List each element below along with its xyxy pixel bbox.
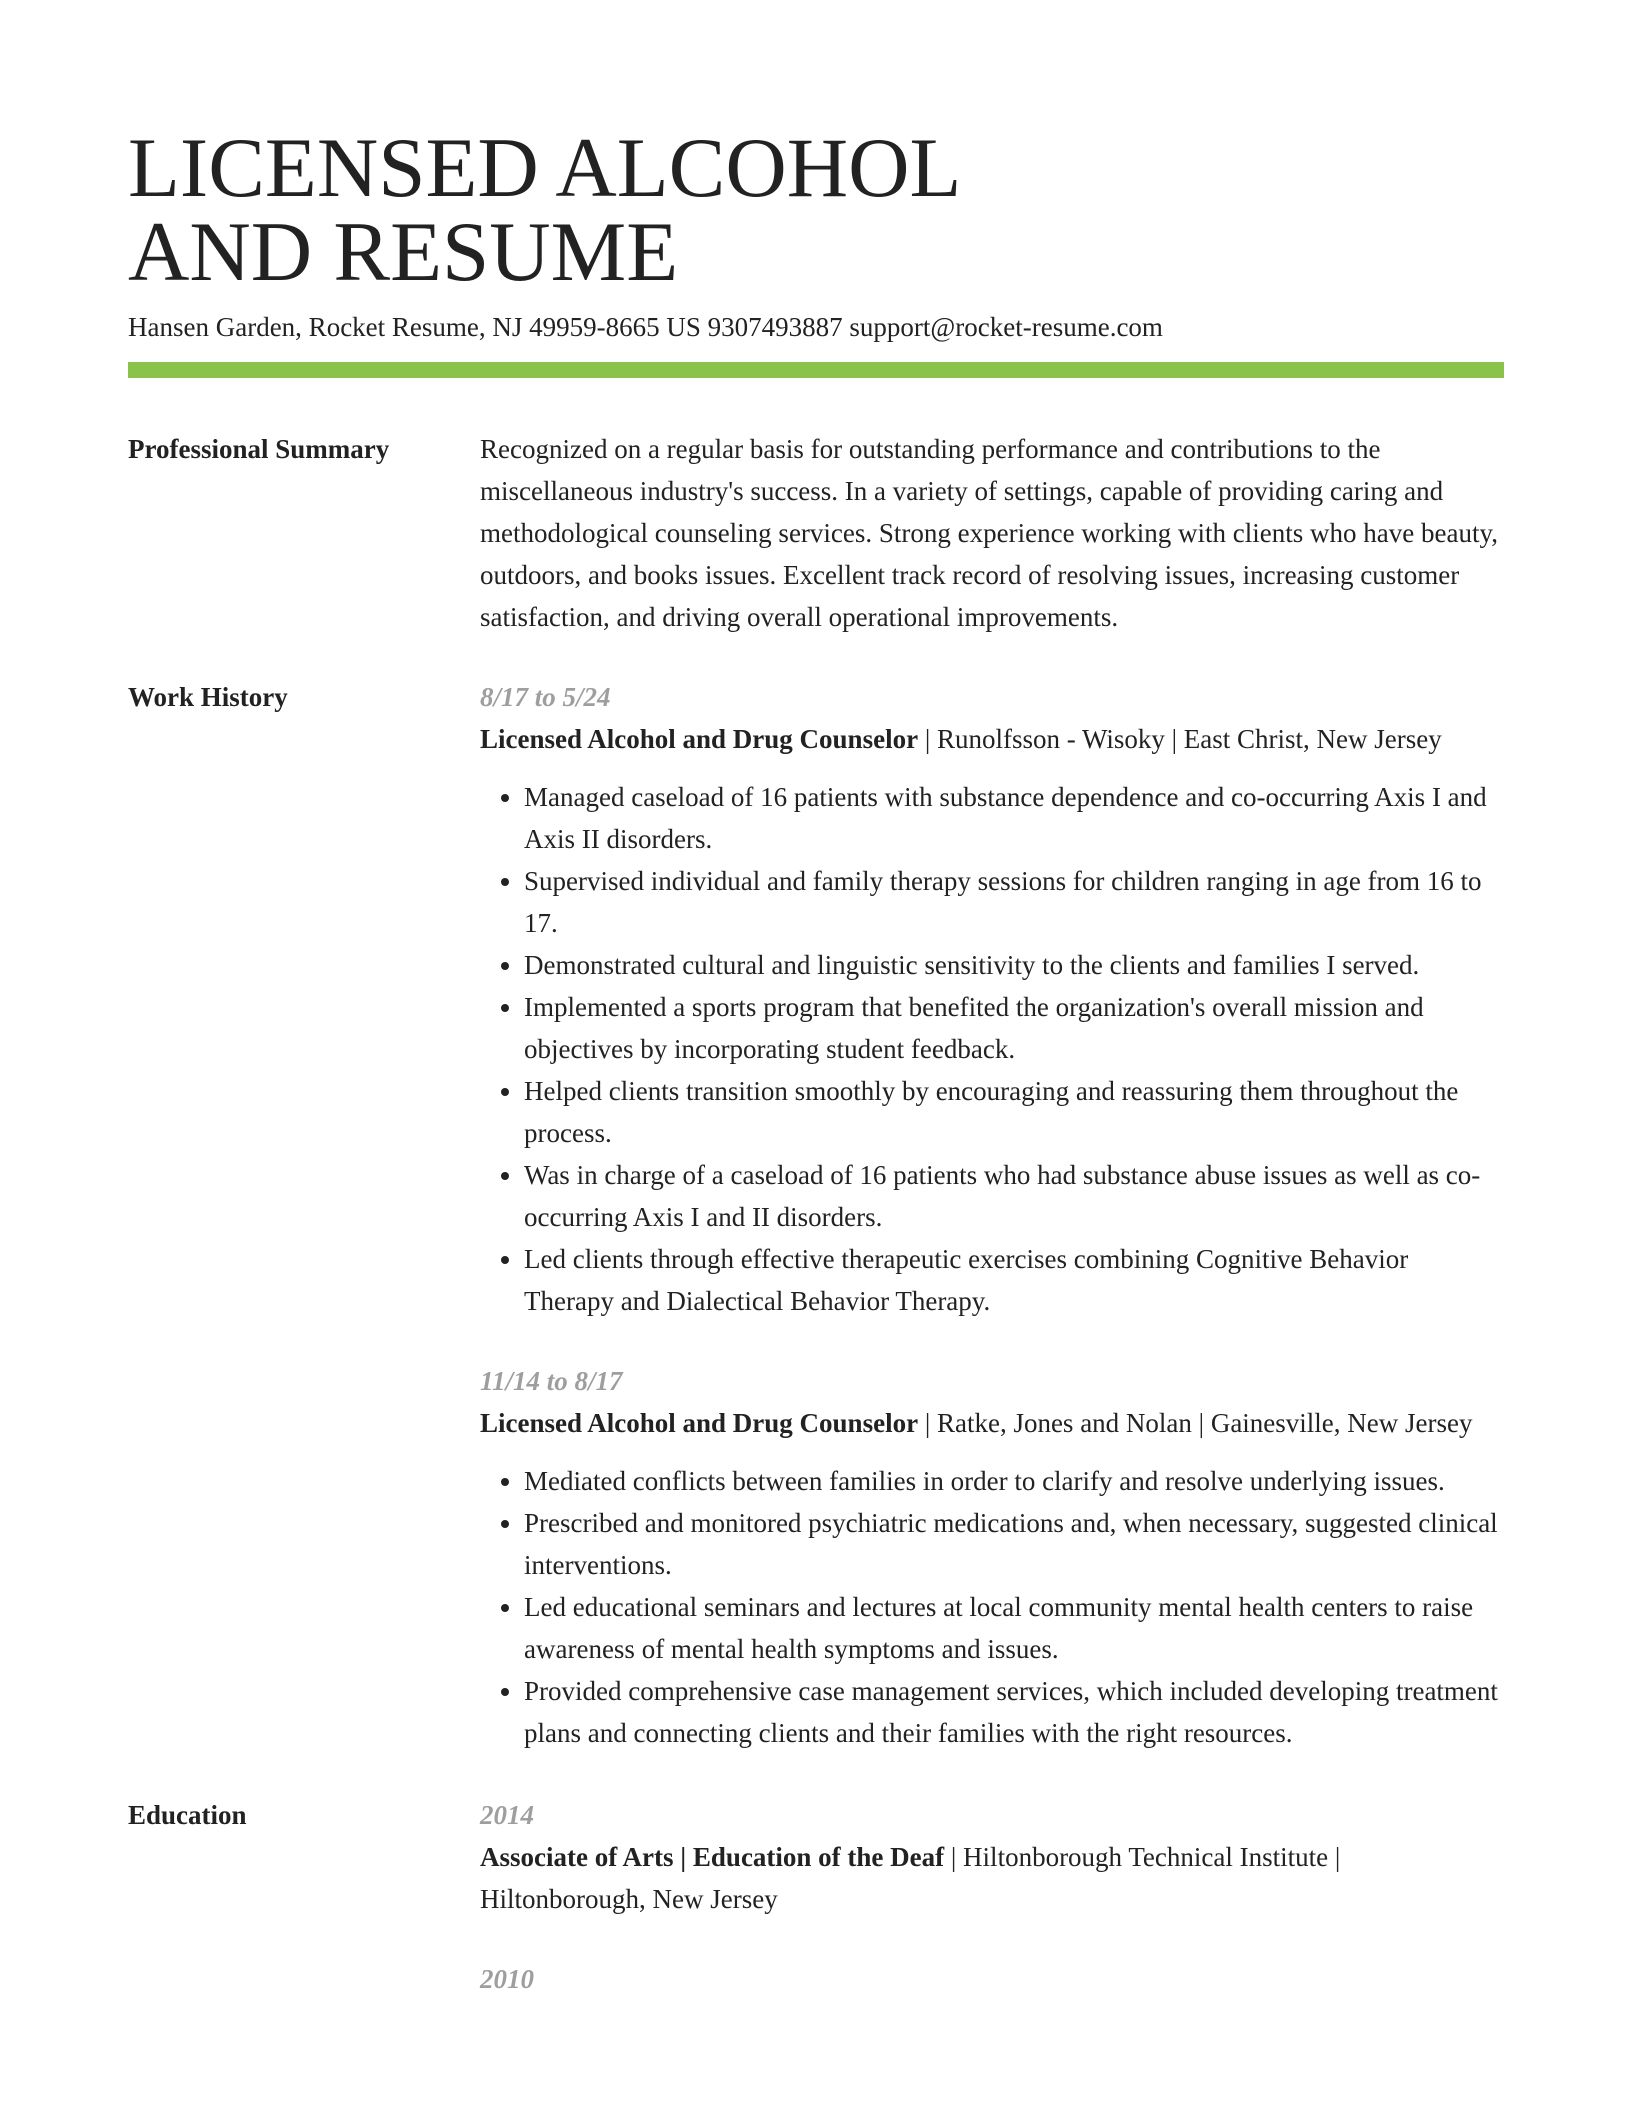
- job-entry: [480, 1360, 1504, 1754]
- list-item: • Managed caseload of 16 patients with substance dependence and co-occurring Axis I and Axis II disorders.: [524, 776, 1504, 860]
- resume-title: [128, 121, 1504, 299]
- job-details: | Runolfsson - Wisoky | East Christ, New Jersey: [918, 724, 1442, 754]
- job-heading: [480, 718, 1504, 760]
- work-history-body: [480, 676, 1504, 1754]
- job-title: Licensed Alcohol and Drug Counselor: [480, 724, 919, 754]
- job-dates: 8/17 to 5/24: [480, 682, 611, 712]
- education-dates: 2010: [480, 1964, 534, 1994]
- list-item: • Provided comprehensive case management services, which included developing treatment plans and connecting clients and their families with the right resources.: [524, 1670, 1504, 1754]
- contact-info: Hansen Garden, Rocket Resume, NJ 49959-8665 US 9307493887 support@rocket-resume.com: [128, 312, 1163, 342]
- accent-divider: [128, 362, 1504, 378]
- list-item: • Led clients through effective therapeutic exercises combining Cognitive Behavior Therapy and Dialectical Behavior Therapy.: [524, 1238, 1504, 1322]
- list-item: • Was in charge of a caseload of 16 patients who had substance abuse issues as well as co-occurring Axis I and II disorders.: [524, 1154, 1504, 1238]
- list-item: • Implemented a sports program that benefited the organization's overall mission and objectives by incorporating student feedback.: [524, 986, 1504, 1070]
- job-entry: [480, 676, 1504, 1322]
- education-entry: [480, 1794, 1504, 1920]
- job-details: | Ratke, Jones and Nolan | Gainesville, New Jersey: [918, 1408, 1473, 1438]
- summary-label: Professional Summary: [128, 434, 390, 464]
- education-entry: [480, 1958, 1504, 2000]
- resume-page: [128, 121, 1504, 2000]
- title-line-2: AND RESUME: [128, 205, 679, 299]
- list-item: • Demonstrated cultural and linguistic sensitivity to the clients and families I served.: [524, 944, 1504, 986]
- list-item: • Supervised individual and family therapy sessions for children ranging in age from 16 to 17.: [524, 860, 1504, 944]
- education-label: Education: [128, 1800, 247, 1830]
- education-body: [480, 1794, 1504, 2000]
- work-history-label: Work History: [128, 682, 288, 712]
- work-history-section: [128, 676, 1504, 1754]
- education-dates: 2014: [480, 1800, 534, 1830]
- list-item: • Helped clients transition smoothly by encouraging and reassuring them throughout the process.: [524, 1070, 1504, 1154]
- education-degree: Associate of Arts | Education of the Deaf: [480, 1842, 945, 1872]
- education-heading: [480, 1836, 1504, 1920]
- title-line-1: LICENSED ALCOHOL: [128, 121, 962, 215]
- education-section: [128, 1794, 1504, 2000]
- job-title: Licensed Alcohol and Drug Counselor: [480, 1408, 919, 1438]
- summary-section: [128, 428, 1504, 638]
- list-item: • Led educational seminars and lectures at local community mental health centers to raise awareness of mental health symptoms and issues.: [524, 1586, 1504, 1670]
- list-item: • Mediated conflicts between families in order to clarify and resolve underlying issues.: [524, 1460, 1504, 1502]
- job-dates: 11/14 to 8/17: [480, 1366, 623, 1396]
- job-bullets: [480, 776, 1504, 1322]
- summary-text: Recognized on a regular basis for outstanding performance and contributions to the miscellaneous industry's success. In a variety of settings, capable of providing caring and methodological counseling services. Strong experience working with clients who have beauty, outdoors, and books issues. Excellent track record of resolving issues, increasing customer satisfaction, and driving overall operational improvements.: [480, 434, 1498, 632]
- list-item: • Prescribed and monitored psychiatric medications and, when necessary, suggested clinical interventions.: [524, 1502, 1504, 1586]
- job-bullets: [480, 1460, 1504, 1754]
- job-heading: [480, 1402, 1504, 1444]
- education-details: | Hiltonborough Technical Institute | Hiltonborough, New Jersey: [480, 1842, 1341, 1914]
